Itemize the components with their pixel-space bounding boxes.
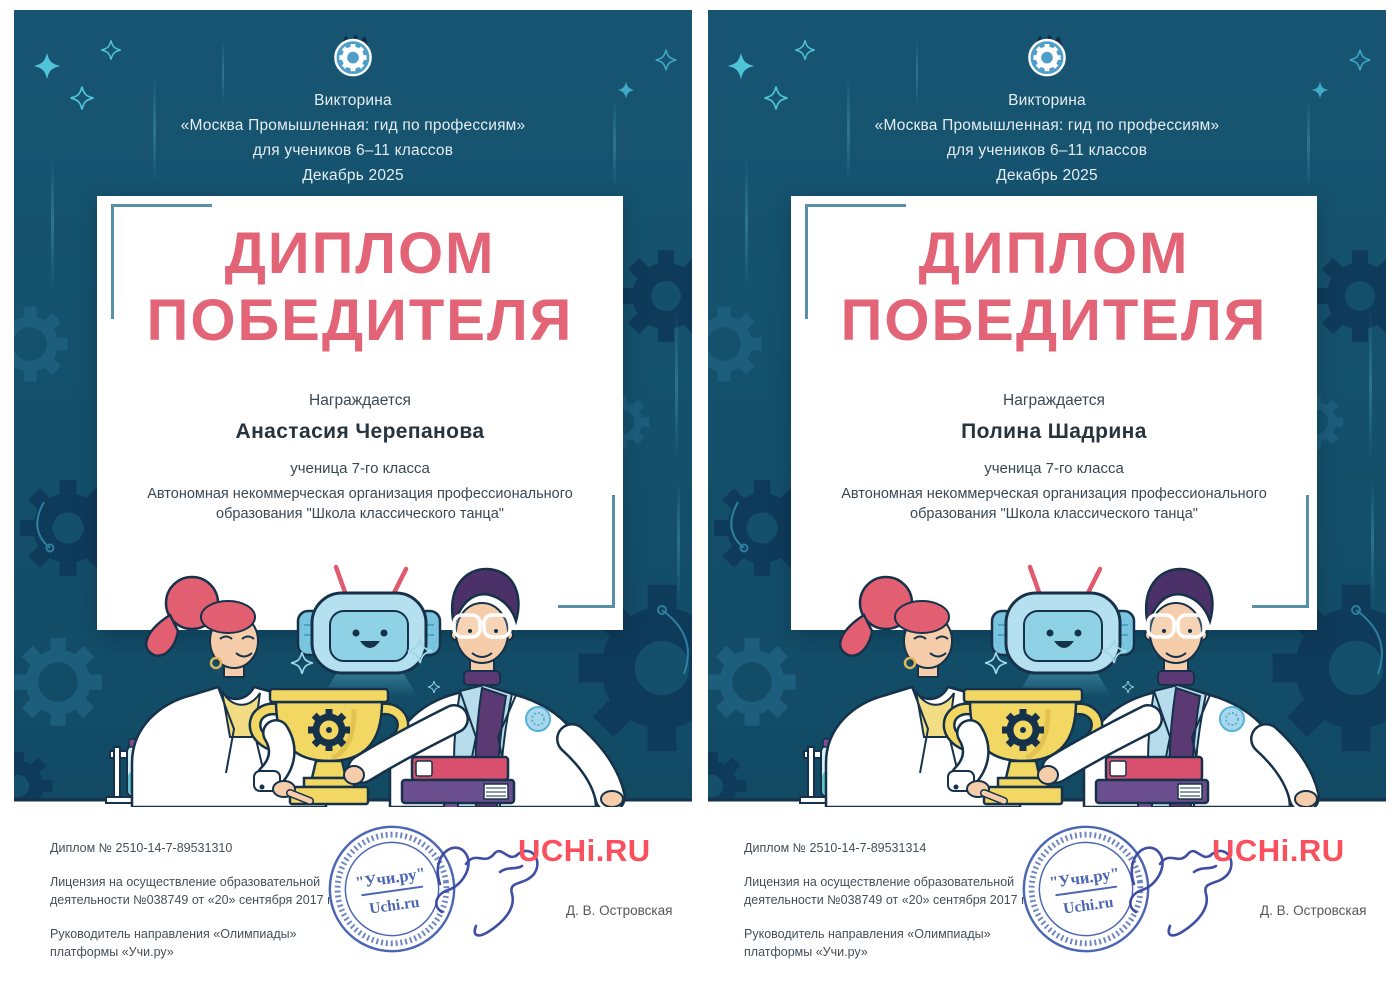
diploma-title-line1: ДИПЛОМ: [918, 221, 1190, 286]
quiz-name: «Москва Промышленная: гид по профессиям»: [180, 117, 526, 134]
license-info: [744, 873, 1054, 909]
school-line2: образования "Школа классического танца": [216, 506, 504, 522]
diploma-title-line2: ПОБЕДИТЕЛЯ: [840, 288, 1268, 353]
signatory-role-line1: Руководитель направления «Олимпиады»: [744, 927, 991, 941]
quiz-audience: для учеников 6–11 классов: [946, 142, 1148, 159]
school-line1: Автономная некоммерческая организация профессионального: [147, 486, 573, 502]
quiz-audience: для учеников 6–11 классов: [252, 142, 454, 159]
diploma-title-line1: ДИПЛОМ: [224, 221, 496, 286]
diploma-number: Диплом № 2510-14-7-89531310: [50, 841, 233, 855]
license-info: [50, 873, 360, 909]
signatory-name: Д. В. Островская: [566, 903, 673, 918]
stamp-text-top: "Учи.ру": [1048, 863, 1121, 893]
diploma-footer: [708, 807, 1386, 995]
stamp-text-bottom: Uchi.ru: [368, 893, 421, 918]
school-line1: Автономная некоммерческая организация профессионального: [841, 486, 1267, 502]
recipient-name: Полина Шадрина: [961, 420, 1147, 443]
footer-text-block: [744, 839, 1054, 977]
quiz-type: Викторина: [1008, 92, 1086, 109]
recipient-grade: ученица 7-го класса: [984, 460, 1124, 477]
diploma-footer: [14, 807, 692, 995]
signatory-role: [50, 925, 360, 961]
recipient-school: [97, 484, 623, 524]
scientists-illustration: [14, 551, 692, 807]
license-line2: деятельности №038749 от «20» сентября 2017 г.: [50, 893, 334, 907]
signatory-role-line2: платформы «Учи.ру»: [50, 945, 174, 959]
uchi-ru-logo: UCHi.RU: [518, 833, 651, 868]
awarded-label: Награждается: [1003, 392, 1105, 409]
quiz-gear-badge-icon: [329, 32, 377, 80]
corner-bracket-top-left: [111, 204, 212, 319]
license-line1: Лицензия на осуществление образовательной: [744, 875, 1015, 889]
quiz-date: Декабрь 2025: [302, 167, 404, 184]
diploma-poster: [708, 10, 1386, 807]
uchi-ru-logo: UCHi.RU: [1212, 833, 1345, 868]
poster-header: [14, 32, 692, 188]
diploma-certificate-2: [708, 10, 1386, 995]
recipient-name: Анастасия Черепанова: [235, 420, 485, 443]
awarded-label: Награждается: [309, 392, 411, 409]
license-line1: Лицензия на осуществление образовательной: [50, 875, 321, 889]
diploma-title-line2: ПОБЕДИТЕЛЯ: [146, 288, 574, 353]
footer-text-block: [50, 839, 360, 977]
signatory-role-line1: Руководитель направления «Олимпиады»: [50, 927, 297, 941]
poster-header: [708, 32, 1386, 188]
quiz-date: Декабрь 2025: [996, 167, 1098, 184]
diploma-poster: [14, 10, 692, 807]
signatory-role: [744, 925, 1054, 961]
license-line2: деятельности №038749 от «20» сентября 2017 г.: [744, 893, 1028, 907]
quiz-type: Викторина: [314, 92, 392, 109]
signatory-role-line2: платформы «Учи.ру»: [744, 945, 868, 959]
diploma-certificate-1: [14, 10, 692, 995]
stamp-text-top: "Учи.ру": [354, 863, 427, 893]
quiz-gear-badge-icon: [1023, 32, 1071, 80]
recipient-school: [791, 484, 1317, 524]
school-line2: образования "Школа классического танца": [910, 506, 1198, 522]
diploma-number: Диплом № 2510-14-7-89531314: [744, 841, 927, 855]
corner-bracket-top-left: [805, 204, 906, 319]
scientists-illustration: [708, 551, 1386, 807]
recipient-grade: ученица 7-го класса: [290, 460, 430, 477]
quiz-name: «Москва Промышленная: гид по профессиям»: [874, 117, 1220, 134]
stamp-text-bottom: Uchi.ru: [1062, 893, 1115, 918]
signatory-name: Д. В. Островская: [1260, 903, 1367, 918]
